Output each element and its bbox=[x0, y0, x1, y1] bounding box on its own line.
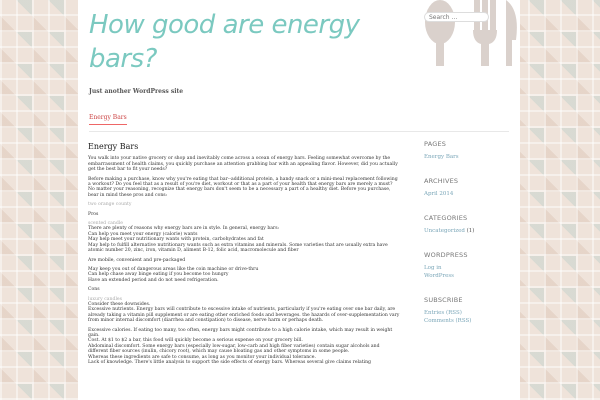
kitchen-utensils-icon bbox=[418, 0, 520, 66]
image-caption: scented candle bbox=[88, 221, 123, 227]
nav-item-energy-bars[interactable]: Energy Bars bbox=[89, 114, 127, 125]
main-nav bbox=[89, 114, 127, 125]
widget-title: SUBSCRIBE bbox=[424, 296, 463, 304]
category-count: (1) bbox=[466, 228, 475, 234]
article-paragraph: You walk into your native grocery or shop and inevitably come across a ocean of energy bars. Feeling somewhat overcome by the embarrassment of health claims, you quickly purchase an attention grabbing bar with an appealing flavor. However, did you actually get the best bar to fit your needs? bbox=[88, 156, 398, 173]
widget-title: WORDPRESS bbox=[424, 251, 468, 259]
sidebar-link-entries-rss[interactable]: Entries (RSS) bbox=[424, 310, 462, 316]
widget-title: PAGES bbox=[424, 140, 447, 148]
article-paragraph: Consider these downsides. Excessive nutrients. Energy bars will contribute to excessive intake of nutrients, particularly if you're eating over one bar daily, are already taking a vitamin pill supplement or are eating other enriched foods and beverages. the hazards of over-supplementation vary from minor internal discomfort (diarrhea and constipation) to disease, nerve harm or perhaps death. bbox=[88, 301, 400, 324]
sidebar-link-log-in[interactable]: Log in bbox=[424, 265, 442, 271]
article-paragraph: There are plenty of reasons why energy bars are in style. In general, energy bars: Can help you meet your energy (calorie) wants May help meet your nutritionary wants with protein, carbohydrates and fat May help to fulfill alternative nutritionary wants such as extra vitamins and minerals. Some varieties that are usually extra have atomic number 20, zinc, iron, vitamin D, aliment B-12, folic acid, macromolecule and fiber bbox=[88, 226, 388, 254]
article-paragraph: Excessive calories. If eating too many, too often, energy bars might contribute to a high calorie intake, which may result in weight gain. Cost. At $1 to $2 a bar, this food will quickly become a serious expense on your grocery bill. Abdominal discomfort. Some energy bars (especially low-sugar, low-carb and high fiber varieties) contain sugar alcohols and different fiber sources (inulin, chicory root), which may cause bloating gas and other symptoms in some people. Whereas these ingredients are safe to consume, as long as you monitor your individual tolerance. Lack of knowledge. There's little analysis to support the side effects of energy bars. Whereas several give claims relating bbox=[88, 327, 393, 365]
page bbox=[78, 0, 520, 400]
widget-archives bbox=[424, 177, 514, 198]
site-tagline: Just another WordPress site bbox=[89, 88, 184, 95]
article-paragraph: May keep you out of dangerous areas like the coin machine or drive-thru Can help chase away binge eating if you become too hungry Have an extended period and do not need refrigeration. bbox=[88, 266, 259, 283]
article-subheading: Pros bbox=[88, 211, 99, 217]
sidebar-link-wordpress[interactable]: WordPress bbox=[424, 273, 454, 279]
search-box[interactable] bbox=[424, 12, 489, 22]
image-caption: luxury candles bbox=[88, 296, 122, 302]
sidebar bbox=[424, 140, 514, 341]
widget-subscribe bbox=[424, 296, 514, 325]
site-title[interactable]: How good are energy bars? bbox=[89, 10, 360, 74]
widget-title: ARCHIVES bbox=[424, 177, 459, 185]
nav-divider bbox=[89, 131, 509, 132]
article-paragraph: Are mobile, convenient and pre-packaged bbox=[88, 257, 186, 263]
sidebar-link-april-2014[interactable]: April 2014 bbox=[424, 191, 454, 197]
sidebar-link-comments-rss[interactable]: Comments (RSS) bbox=[424, 318, 472, 324]
widget-pages bbox=[424, 140, 514, 161]
widget-wordpress bbox=[424, 251, 514, 280]
article-subheading: Cons bbox=[88, 287, 100, 293]
article bbox=[88, 144, 400, 369]
widget-categories bbox=[424, 214, 514, 235]
widget-title: CATEGORIES bbox=[424, 214, 468, 222]
search-input[interactable] bbox=[429, 14, 484, 21]
sidebar-link-uncategorized[interactable]: Uncategorized (1) bbox=[424, 228, 475, 234]
image-caption: two orange county bbox=[88, 202, 132, 208]
article-heading: Energy Bars bbox=[88, 142, 139, 151]
article-paragraph: Before making a purchase, know why you're eating that bar--additional protein, a handy snack or a mini-meal replacement following a workout? Do you feel that as a result of you're diet, workout or that as a part of your health that energy bars are merely a must? No matter your reasoning, recognize that energy bars don't seem to be a necessary a part of a healthy diet. Before you purchase, bear in mind these pros and cons: bbox=[88, 176, 398, 198]
sidebar-link-energy-bars[interactable]: Energy Bars bbox=[424, 154, 459, 160]
